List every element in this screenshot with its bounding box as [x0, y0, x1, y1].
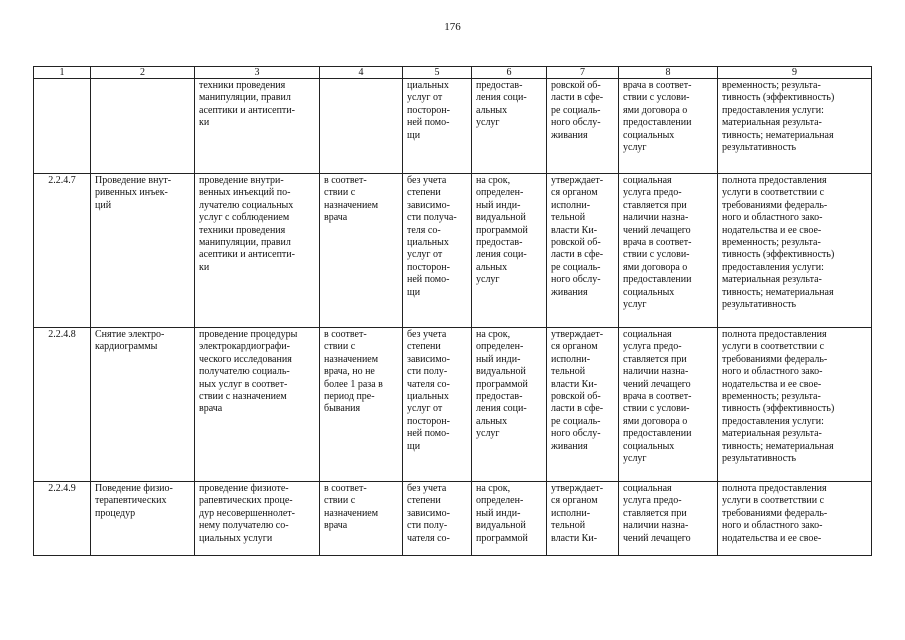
column-header: 9	[718, 67, 872, 79]
column-header: 7	[547, 67, 619, 79]
service-description-cell: проведение внутри- венных инъекций по- лучателю социальных услуг с соблюдением техники проведения манипуляции, правил асептики и антисепти- ки	[195, 174, 320, 328]
dependency-cell: без учета степени зависимо- сти получа- теля со- циальных услуг от посторон- ней помо- щи	[403, 174, 472, 328]
service-name-cell: Поведение физио- терапевтических процедур	[91, 482, 195, 556]
table-row	[34, 174, 872, 328]
service-name-cell: Проведение внут- ривенных инъек- ций	[91, 174, 195, 328]
service-code-cell: 2.2.4.7	[34, 174, 91, 328]
table-row	[34, 328, 872, 482]
conditions-cell: социальная услуга предо- ставляется при наличии назна- чений лечащего врача в соответ- ствии с услови- ями договора о предоставлении социальных услуг	[619, 328, 718, 482]
quality-indicators-cell: полнота предоставления услуги в соответствии с требованиями федераль- ного и областного зако- нодательства и ее свое-	[718, 482, 872, 556]
column-header: 2	[91, 67, 195, 79]
service-name-cell	[91, 79, 195, 174]
column-header: 5	[403, 67, 472, 79]
table-row	[34, 482, 872, 556]
term-cell: на срок, определен- ный инди- видуальной программой предостав- ления соци- альных услуг	[472, 174, 547, 328]
term-cell: предостав- ления соци- альных услуг	[472, 79, 547, 174]
column-header: 8	[619, 67, 718, 79]
quality-indicators-cell: временность; результа- тивность (эффективность) предоставления услуги: материальная результа- тивность; нематериальная результативность	[718, 79, 872, 174]
dependency-cell: без учета степени зависимо- сти полу- чателя со- циальных услуг от посторон- ней помо- щи	[403, 328, 472, 482]
service-code-cell: 2.2.4.8	[34, 328, 91, 482]
service-description-cell: проведение процедуры электрокардиографи- ческого исследования получателю социаль- ных услуг в соответ- ствии с назначением врача	[195, 328, 320, 482]
quality-indicators-cell: полнота предоставления услуги в соответствии с требованиями федераль- ного и областного зако- нодательства и ее свое- временность; результа- тивность (эффективность) предоставления услуги: материальная результа- тивность; нематериальная результативность	[718, 174, 872, 328]
dependency-cell: без учета степени зависимо- сти полу- чателя со-	[403, 482, 472, 556]
column-header: 3	[195, 67, 320, 79]
column-header: 1	[34, 67, 91, 79]
tariff-cell: утверждает- ся органом исполни- тельной власти Ки-	[547, 482, 619, 556]
conditions-cell: социальная услуга предо- ставляется при наличии назна- чений лечащего	[619, 482, 718, 556]
table-header-row	[34, 67, 872, 79]
conditions-cell: врача в соответ- ствии с услови- ями договора о предоставлении социальных услуг	[619, 79, 718, 174]
service-volume-cell: в соответ- ствии с назначением врача	[320, 174, 403, 328]
service-volume-cell: в соответ- ствии с назначением врача, но не более 1 раза в период пре- бывания	[320, 328, 403, 482]
term-cell: на срок, определен- ный инди- видуальной программой	[472, 482, 547, 556]
service-volume-cell	[320, 79, 403, 174]
services-table	[33, 66, 872, 556]
quality-indicators-cell: полнота предоставления услуги в соответствии с требованиями федераль- ного и областного зако- нодательства и ее свое- временность; результа- тивность (эффективность) предоставления услуги: материальная результа- тивность; нематериальная результативность	[718, 328, 872, 482]
service-description-cell: техники проведения манипуляции, правил асептики и антисепти- ки	[195, 79, 320, 174]
tariff-cell: утверждает- ся органом исполни- тельной власти Ки- ровской об- ласти в сфе- ре социаль- ного обслу- живания	[547, 328, 619, 482]
service-name-cell: Снятие электро- кардиограммы	[91, 328, 195, 482]
term-cell: на срок, определен- ный инди- видуальной программой предостав- ления соци- альных услуг	[472, 328, 547, 482]
tariff-cell: ровской об- ласти в сфе- ре социаль- ного обслу- живания	[547, 79, 619, 174]
column-header: 4	[320, 67, 403, 79]
service-code-cell: 2.2.4.9	[34, 482, 91, 556]
tariff-cell: утверждает- ся органом исполни- тельной власти Ки- ровской об- ласти в сфе- ре социаль- ного обслу- живания	[547, 174, 619, 328]
page-number: 176	[444, 21, 461, 33]
column-header: 6	[472, 67, 547, 79]
table-row	[34, 79, 872, 174]
conditions-cell: социальная услуга предо- ставляется при наличии назна- чений лечащего врача в соответ- ствии с услови- ями договора о предоставлении социальных услуг	[619, 174, 718, 328]
service-description-cell: проведение физиоте- рапевтических проце- дур несовершеннолет- нему получателю со- циальных услуги	[195, 482, 320, 556]
service-volume-cell: в соответ- ствии с назначением врача	[320, 482, 403, 556]
dependency-cell: циальных услуг от посторон- ней помо- щи	[403, 79, 472, 174]
service-code-cell	[34, 79, 91, 174]
